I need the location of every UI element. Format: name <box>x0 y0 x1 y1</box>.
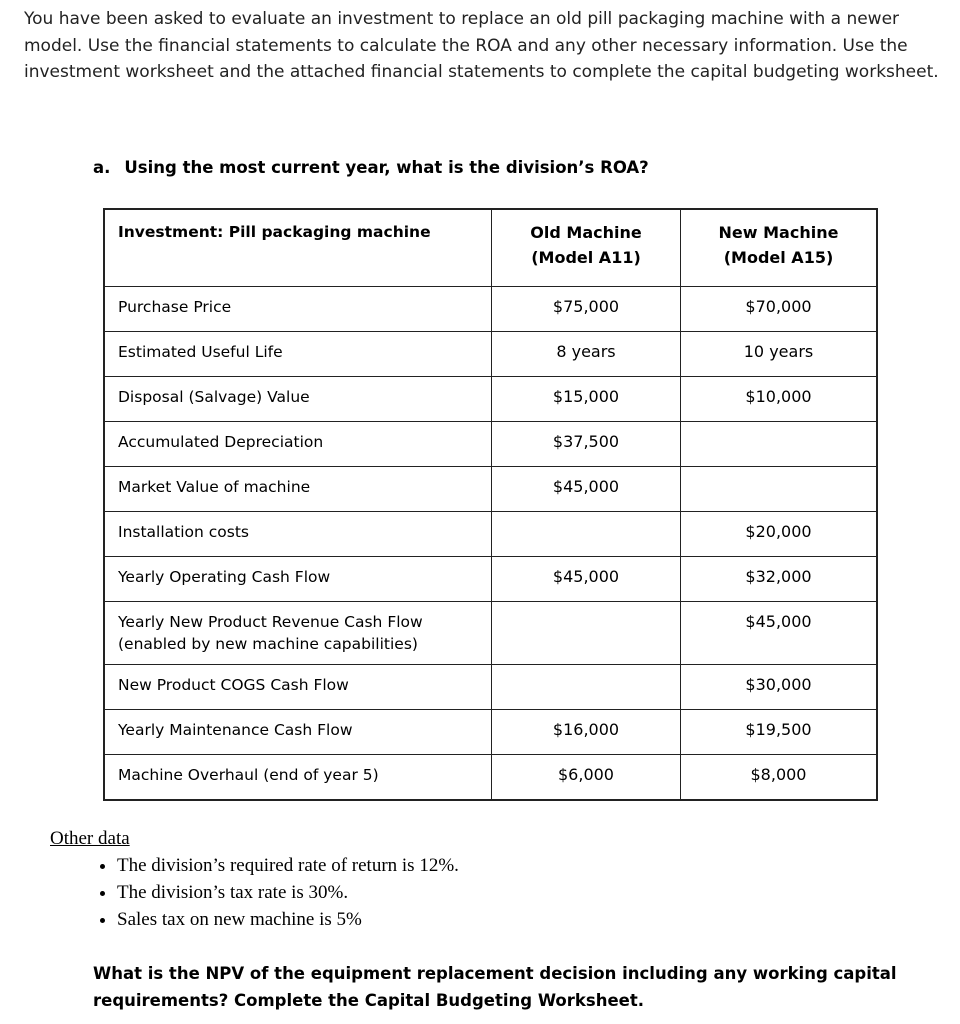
row-label: Estimated Useful Life <box>104 332 492 377</box>
row-label: Disposal (Salvage) Value <box>104 377 492 422</box>
npv-question: What is the NPV of the equipment replacement decision including any working capital requirements? Complete the Capital Budgeting Worksheet. <box>93 964 897 1010</box>
table-row <box>104 755 877 800</box>
other-data-item: • The division’s required rate of return is 12%. <box>117 852 459 879</box>
old-machine-value: $6,000 <box>492 755 681 800</box>
question-marker: a. <box>93 158 111 177</box>
old-machine-value: 8 years <box>492 332 681 377</box>
other-data-item: • Sales tax on new machine is 5% <box>117 906 459 933</box>
table-row <box>104 287 877 332</box>
table-row <box>104 512 877 557</box>
table-row <box>104 557 877 602</box>
question-a <box>93 158 663 177</box>
new-machine-value: $70,000 <box>681 287 878 332</box>
new-machine-value: $19,500 <box>681 710 878 755</box>
row-label: Accumulated Depreciation <box>104 422 492 467</box>
table-row <box>104 377 877 422</box>
header-investment: Investment: Pill packaging machine <box>104 209 492 287</box>
old-machine-value: $45,000 <box>492 467 681 512</box>
row-label: Market Value of machine <box>104 467 492 512</box>
new-machine-value <box>681 422 878 467</box>
old-machine-value: $37,500 <box>492 422 681 467</box>
intro-text: You have been asked to evaluate an investment to replace an old pill packaging machine with a newer model. Use the financial statements to calculate the ROA and any other necessary information. Use the investment worksheet and the attached financial statements to complete the capital budgeting worksheet. <box>24 9 939 82</box>
row-label: Yearly Operating Cash Flow <box>104 557 492 602</box>
new-machine-value: $20,000 <box>681 512 878 557</box>
new-machine-value <box>681 467 878 512</box>
table-row <box>104 467 877 512</box>
new-machine-value: $45,000 <box>681 602 878 665</box>
new-machine-value: $10,000 <box>681 377 878 422</box>
table-row <box>104 422 877 467</box>
other-data-item: • The division’s tax rate is 30%. <box>117 879 459 906</box>
new-machine-value: 10 years <box>681 332 878 377</box>
table-row <box>104 710 877 755</box>
old-machine-value <box>492 665 681 710</box>
new-machine-value: $30,000 <box>681 665 878 710</box>
row-label: Machine Overhaul (end of year 5) <box>104 755 492 800</box>
table-row <box>104 332 877 377</box>
old-machine-value <box>492 512 681 557</box>
other-data <box>50 828 459 933</box>
old-machine-value <box>492 602 681 665</box>
other-data-title: Other data <box>50 828 130 849</box>
investment-table <box>103 208 878 801</box>
header-new-machine: New Machine (Model A15) <box>681 209 878 287</box>
old-machine-value: $75,000 <box>492 287 681 332</box>
table-header-row <box>104 209 877 287</box>
new-machine-value: $8,000 <box>681 755 878 800</box>
row-label: New Product COGS Cash Flow <box>104 665 492 710</box>
new-machine-value: $32,000 <box>681 557 878 602</box>
header-old-machine: Old Machine (Model A11) <box>492 209 681 287</box>
row-label: Yearly Maintenance Cash Flow <box>104 710 492 755</box>
row-label: Yearly New Product Revenue Cash Flow (enabled by new machine capabilities) <box>104 602 492 665</box>
table-row <box>104 665 877 710</box>
table-row <box>104 602 877 665</box>
question-text: Using the most current year, what is the division’s ROA? <box>124 158 649 177</box>
row-label: Installation costs <box>104 512 492 557</box>
old-machine-value: $16,000 <box>492 710 681 755</box>
old-machine-value: $15,000 <box>492 377 681 422</box>
old-machine-value: $45,000 <box>492 557 681 602</box>
row-label: Purchase Price <box>104 287 492 332</box>
